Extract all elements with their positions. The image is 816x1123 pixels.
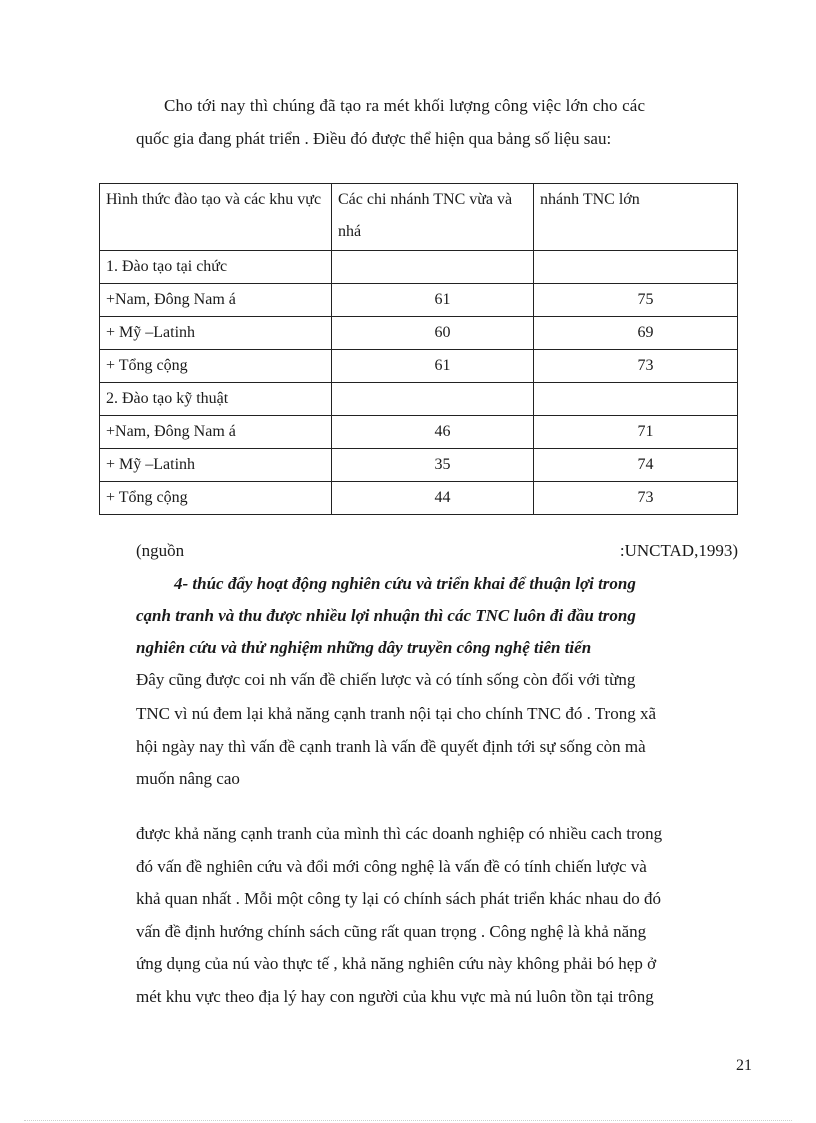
table-cell-large xyxy=(534,383,738,416)
table-row xyxy=(100,350,738,383)
table-cell-label: +Nam, Đông Nam á xyxy=(100,284,332,317)
footer-divider xyxy=(24,1120,792,1121)
table-row xyxy=(100,251,738,284)
table-cell-large: 73 xyxy=(534,482,738,515)
heading-line-3: nghiên cứu và thử nghiệm những dây truyền công nghệ tiên tiến xyxy=(136,638,592,657)
table-cell-large: 69 xyxy=(534,317,738,350)
para2-line-3: khả quan nhất . Mỗi một công ty lại có chính sách phát triển khác nhau do đó xyxy=(136,889,661,908)
table-cell-small: 61 xyxy=(332,350,534,383)
table-header-cell: Hình thức đào tạo và các khu vực xyxy=(100,184,332,251)
source-citation: :UNCTAD,1993) xyxy=(619,541,738,560)
table-cell-label: + Tổng cộng xyxy=(100,350,332,383)
source-label: (nguồn xyxy=(136,541,185,560)
table-row xyxy=(100,416,738,449)
table-cell-large: 75 xyxy=(534,284,738,317)
table-row xyxy=(100,482,738,515)
table-header-cell: nhánh TNC lớn xyxy=(534,184,738,251)
para2-line-1: được khả năng cạnh tranh của mình thì các doanh nghiệp có nhiều cach trong xyxy=(136,824,663,843)
table-row xyxy=(100,284,738,317)
table-cell-large: 71 xyxy=(534,416,738,449)
table-cell-small xyxy=(332,383,534,416)
table-cell-small: 46 xyxy=(332,416,534,449)
table-cell-label: +Nam, Đông Nam á xyxy=(100,416,332,449)
table-cell-label: 1. Đào tạo tại chức xyxy=(100,251,332,284)
para1-line-3: hội ngày nay thì vấn đề cạnh tranh là vấn đề quyết định tới sự sống còn mà xyxy=(136,737,646,756)
table-cell-label: + Tổng cộng xyxy=(100,482,332,515)
table-cell-large: 74 xyxy=(534,449,738,482)
para2-line-2: đó vấn đề nghiên cứu và đổi mới công nghệ là vấn đề có tính chiến lược và xyxy=(136,857,647,876)
heading-line-1: 4- thúc đẩy hoạt động nghiên cứu và triển khai để thuận lợi trong xyxy=(174,574,636,593)
heading-line-2: cạnh tranh và thu được nhiều lợi nhuận thì các TNC luôn đi đầu trong xyxy=(136,606,636,625)
para2-line-6: mét khu vực theo địa lý hay con người của khu vực mà nú luôn tồn tại trông xyxy=(136,987,654,1006)
para1-line-1: Đây cũng được coi nh vấn đề chiến lược và có tính sống còn đối với từng xyxy=(136,670,636,689)
para1-line-4: muốn nâng cao xyxy=(136,769,240,788)
table-cell-small: 60 xyxy=(332,317,534,350)
table-cell-large xyxy=(534,251,738,284)
table-row xyxy=(100,449,738,482)
table-cell-small: 44 xyxy=(332,482,534,515)
intro-line-2: quốc gia đang phát triển . Điều đó được thể hiện qua bảng số liệu sau: xyxy=(136,129,612,148)
table-cell-label: + Mỹ –Latinh xyxy=(100,449,332,482)
para2-line-5: ứng dụng của nú vào thực tế , khả năng nghiên cứu này không phải bó hẹp ở xyxy=(136,954,657,973)
table-cell-label: 2. Đào tạo kỹ thuật xyxy=(100,383,332,416)
table-cell-small xyxy=(332,251,534,284)
para1-line-2: TNC vì nú đem lại khả năng cạnh tranh nội tại cho chính TNC đó . Trong xã xyxy=(136,704,657,723)
table-cell-label: + Mỹ –Latinh xyxy=(100,317,332,350)
training-table xyxy=(99,183,738,515)
table-header-row xyxy=(100,184,738,251)
para2-line-4: vấn đề định hướng chính sách cũng rất quan trọng . Công nghệ là khả năng xyxy=(136,922,647,941)
page-number: 21 xyxy=(736,1057,752,1074)
table-header-cell: Các chi nhánh TNC vừa và nhá xyxy=(332,184,534,251)
intro-line-1: Cho tới nay thì chúng đã tạo ra mét khối lượng công việc lớn cho các xyxy=(164,96,646,115)
table-row xyxy=(100,383,738,416)
table-cell-small: 61 xyxy=(332,284,534,317)
table-cell-large: 73 xyxy=(534,350,738,383)
table-row xyxy=(100,317,738,350)
table-cell-small: 35 xyxy=(332,449,534,482)
